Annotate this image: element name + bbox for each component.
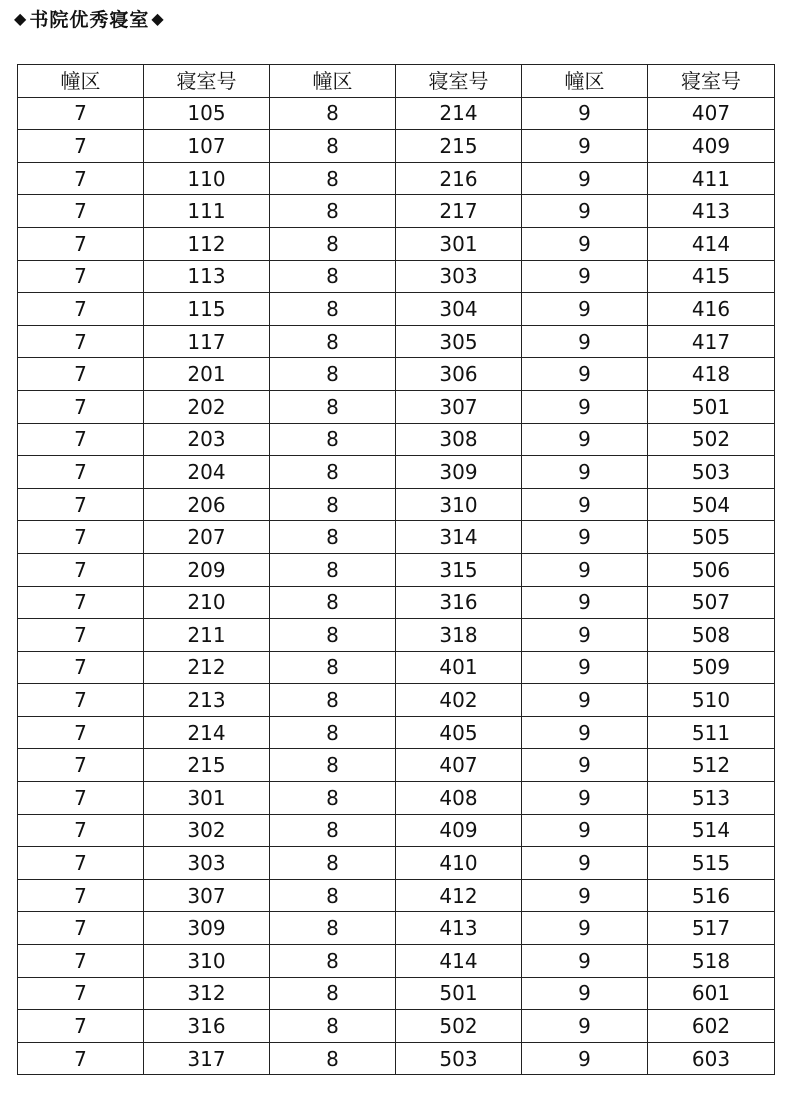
building-cell: 9 [522, 945, 648, 978]
building-cell: 7 [18, 521, 144, 554]
building-cell: 9 [522, 586, 648, 619]
table-row [18, 1042, 775, 1075]
building-cell: 8 [270, 358, 396, 391]
room-number-cell: 413 [396, 912, 522, 945]
room-number-cell: 415 [648, 260, 775, 293]
table-body [18, 97, 775, 1075]
table-row [18, 325, 775, 358]
building-cell: 7 [18, 814, 144, 847]
building-cell: 7 [18, 227, 144, 260]
building-cell: 9 [522, 814, 648, 847]
table-row [18, 651, 775, 684]
room-number-cell: 117 [144, 325, 270, 358]
table-row [18, 977, 775, 1010]
room-number-cell: 601 [648, 977, 775, 1010]
table-row [18, 749, 775, 782]
room-number-cell: 310 [396, 488, 522, 521]
room-number-cell: 105 [144, 97, 270, 130]
room-number-cell: 603 [648, 1042, 775, 1075]
building-cell: 8 [270, 195, 396, 228]
room-number-cell: 215 [396, 130, 522, 163]
column-header: 幢区 [18, 65, 144, 98]
page-title [12, 4, 167, 32]
building-cell: 8 [270, 521, 396, 554]
room-number-cell: 309 [396, 456, 522, 489]
room-number-cell: 308 [396, 423, 522, 456]
table-row [18, 945, 775, 978]
building-cell: 8 [270, 423, 396, 456]
building-cell: 8 [270, 716, 396, 749]
room-number-cell: 312 [144, 977, 270, 1010]
building-cell: 8 [270, 586, 396, 619]
room-number-cell: 217 [396, 195, 522, 228]
building-cell: 8 [270, 130, 396, 163]
building-cell: 8 [270, 847, 396, 880]
table-row [18, 358, 775, 391]
building-cell: 7 [18, 847, 144, 880]
room-number-cell: 301 [396, 227, 522, 260]
room-number-cell: 413 [648, 195, 775, 228]
room-number-cell: 418 [648, 358, 775, 391]
building-cell: 8 [270, 684, 396, 717]
room-number-cell: 411 [648, 162, 775, 195]
building-cell: 8 [270, 977, 396, 1010]
building-cell: 8 [270, 325, 396, 358]
building-cell: 7 [18, 945, 144, 978]
room-number-cell: 417 [648, 325, 775, 358]
building-cell: 7 [18, 912, 144, 945]
room-number-cell: 304 [396, 293, 522, 326]
building-cell: 9 [522, 97, 648, 130]
table-row [18, 847, 775, 880]
building-cell: 7 [18, 456, 144, 489]
table-row [18, 195, 775, 228]
building-cell: 9 [522, 1042, 648, 1075]
table-row [18, 814, 775, 847]
room-number-cell: 412 [396, 879, 522, 912]
column-header: 寝室号 [144, 65, 270, 98]
room-number-cell: 316 [144, 1010, 270, 1043]
building-cell: 8 [270, 97, 396, 130]
building-cell: 9 [522, 782, 648, 815]
table-header-row [18, 65, 775, 98]
building-cell: 9 [522, 358, 648, 391]
building-cell: 8 [270, 390, 396, 423]
room-number-cell: 502 [648, 423, 775, 456]
page-title-text: 书院优秀寝室 [29, 8, 150, 31]
building-cell: 9 [522, 390, 648, 423]
room-number-cell: 503 [396, 1042, 522, 1075]
building-cell: 9 [522, 423, 648, 456]
room-number-cell: 215 [144, 749, 270, 782]
building-cell: 7 [18, 358, 144, 391]
room-number-cell: 111 [144, 195, 270, 228]
room-number-cell: 510 [648, 684, 775, 717]
table-row [18, 879, 775, 912]
building-cell: 9 [522, 130, 648, 163]
table-row [18, 521, 775, 554]
table-row [18, 782, 775, 815]
table-row [18, 260, 775, 293]
room-number-cell: 402 [396, 684, 522, 717]
table-row [18, 423, 775, 456]
column-header: 幢区 [522, 65, 648, 98]
building-cell: 9 [522, 325, 648, 358]
room-number-cell: 302 [144, 814, 270, 847]
building-cell: 9 [522, 488, 648, 521]
building-cell: 9 [522, 456, 648, 489]
room-number-cell: 209 [144, 553, 270, 586]
table-row [18, 390, 775, 423]
building-cell: 8 [270, 488, 396, 521]
building-cell: 9 [522, 260, 648, 293]
building-cell: 7 [18, 651, 144, 684]
building-cell: 8 [270, 782, 396, 815]
table-row [18, 97, 775, 130]
building-cell: 7 [18, 586, 144, 619]
building-cell: 8 [270, 945, 396, 978]
room-number-cell: 509 [648, 651, 775, 684]
room-number-cell: 408 [396, 782, 522, 815]
room-number-cell: 303 [144, 847, 270, 880]
building-cell: 9 [522, 716, 648, 749]
room-number-cell: 514 [648, 814, 775, 847]
building-cell: 8 [270, 293, 396, 326]
table-row [18, 586, 775, 619]
building-cell: 7 [18, 293, 144, 326]
building-cell: 9 [522, 749, 648, 782]
building-cell: 8 [270, 162, 396, 195]
room-number-cell: 401 [396, 651, 522, 684]
room-number-cell: 115 [144, 293, 270, 326]
building-cell: 7 [18, 162, 144, 195]
room-number-cell: 316 [396, 586, 522, 619]
building-cell: 8 [270, 619, 396, 652]
room-number-cell: 317 [144, 1042, 270, 1075]
room-number-cell: 211 [144, 619, 270, 652]
table-row [18, 716, 775, 749]
building-cell: 9 [522, 879, 648, 912]
building-cell: 7 [18, 260, 144, 293]
building-cell: 9 [522, 293, 648, 326]
building-cell: 8 [270, 553, 396, 586]
building-cell: 8 [270, 879, 396, 912]
table-row [18, 162, 775, 195]
table-row [18, 488, 775, 521]
column-header: 寝室号 [648, 65, 775, 98]
building-cell: 7 [18, 716, 144, 749]
room-number-cell: 307 [144, 879, 270, 912]
room-number-cell: 303 [396, 260, 522, 293]
building-cell: 9 [522, 227, 648, 260]
room-number-cell: 305 [396, 325, 522, 358]
room-number-cell: 409 [396, 814, 522, 847]
room-number-cell: 505 [648, 521, 775, 554]
building-cell: 9 [522, 162, 648, 195]
building-cell: 7 [18, 977, 144, 1010]
building-cell: 7 [18, 488, 144, 521]
room-number-cell: 516 [648, 879, 775, 912]
building-cell: 7 [18, 325, 144, 358]
room-number-cell: 416 [648, 293, 775, 326]
room-number-cell: 306 [396, 358, 522, 391]
building-cell: 7 [18, 782, 144, 815]
table-row [18, 553, 775, 586]
building-cell: 9 [522, 619, 648, 652]
room-number-cell: 301 [144, 782, 270, 815]
building-cell: 7 [18, 423, 144, 456]
building-cell: 9 [522, 553, 648, 586]
building-cell: 8 [270, 456, 396, 489]
room-number-cell: 407 [396, 749, 522, 782]
room-number-cell: 512 [648, 749, 775, 782]
building-cell: 8 [270, 814, 396, 847]
table-row [18, 130, 775, 163]
building-cell: 8 [270, 227, 396, 260]
building-cell: 7 [18, 1010, 144, 1043]
room-number-cell: 207 [144, 521, 270, 554]
room-number-cell: 504 [648, 488, 775, 521]
table-row [18, 293, 775, 326]
room-number-cell: 202 [144, 390, 270, 423]
building-cell: 7 [18, 684, 144, 717]
column-header: 寝室号 [396, 65, 522, 98]
room-number-cell: 214 [144, 716, 270, 749]
room-number-cell: 214 [396, 97, 522, 130]
room-number-cell: 414 [396, 945, 522, 978]
building-cell: 9 [522, 1010, 648, 1043]
building-cell: 8 [270, 1010, 396, 1043]
room-number-cell: 502 [396, 1010, 522, 1043]
building-cell: 8 [270, 651, 396, 684]
table-row [18, 912, 775, 945]
room-number-cell: 216 [396, 162, 522, 195]
table-row [18, 619, 775, 652]
room-number-cell: 112 [144, 227, 270, 260]
building-cell: 9 [522, 847, 648, 880]
room-number-cell: 203 [144, 423, 270, 456]
building-cell: 9 [522, 977, 648, 1010]
building-cell: 8 [270, 749, 396, 782]
table-row [18, 684, 775, 717]
diamond-icon: ◆ [14, 8, 28, 28]
room-number-cell: 210 [144, 586, 270, 619]
building-cell: 7 [18, 97, 144, 130]
column-header: 幢区 [270, 65, 396, 98]
room-number-cell: 110 [144, 162, 270, 195]
room-number-cell: 602 [648, 1010, 775, 1043]
diamond-icon: ◆ [151, 8, 165, 28]
building-cell: 7 [18, 879, 144, 912]
room-number-cell: 206 [144, 488, 270, 521]
room-number-cell: 107 [144, 130, 270, 163]
room-number-cell: 511 [648, 716, 775, 749]
room-number-cell: 405 [396, 716, 522, 749]
building-cell: 9 [522, 684, 648, 717]
room-number-cell: 517 [648, 912, 775, 945]
room-number-cell: 508 [648, 619, 775, 652]
building-cell: 7 [18, 749, 144, 782]
room-number-cell: 113 [144, 260, 270, 293]
room-number-cell: 501 [648, 390, 775, 423]
building-cell: 8 [270, 912, 396, 945]
room-number-cell: 315 [396, 553, 522, 586]
room-number-cell: 310 [144, 945, 270, 978]
room-number-cell: 515 [648, 847, 775, 880]
building-cell: 7 [18, 130, 144, 163]
building-cell: 9 [522, 651, 648, 684]
room-number-cell: 409 [648, 130, 775, 163]
room-number-cell: 513 [648, 782, 775, 815]
room-number-cell: 501 [396, 977, 522, 1010]
building-cell: 8 [270, 1042, 396, 1075]
room-number-cell: 507 [648, 586, 775, 619]
table-row [18, 227, 775, 260]
room-number-cell: 407 [648, 97, 775, 130]
room-number-cell: 212 [144, 651, 270, 684]
building-cell: 9 [522, 912, 648, 945]
building-cell: 7 [18, 553, 144, 586]
room-number-cell: 307 [396, 390, 522, 423]
room-number-cell: 518 [648, 945, 775, 978]
room-number-cell: 314 [396, 521, 522, 554]
room-number-cell: 410 [396, 847, 522, 880]
building-cell: 9 [522, 521, 648, 554]
room-number-cell: 201 [144, 358, 270, 391]
room-number-cell: 506 [648, 553, 775, 586]
building-cell: 7 [18, 390, 144, 423]
table-row [18, 456, 775, 489]
room-number-cell: 414 [648, 227, 775, 260]
room-number-cell: 318 [396, 619, 522, 652]
building-cell: 7 [18, 195, 144, 228]
building-cell: 7 [18, 619, 144, 652]
dormitory-table [17, 64, 775, 1075]
room-number-cell: 503 [648, 456, 775, 489]
building-cell: 7 [18, 1042, 144, 1075]
room-number-cell: 309 [144, 912, 270, 945]
room-number-cell: 204 [144, 456, 270, 489]
building-cell: 8 [270, 260, 396, 293]
room-number-cell: 213 [144, 684, 270, 717]
table-row [18, 1010, 775, 1043]
building-cell: 9 [522, 195, 648, 228]
